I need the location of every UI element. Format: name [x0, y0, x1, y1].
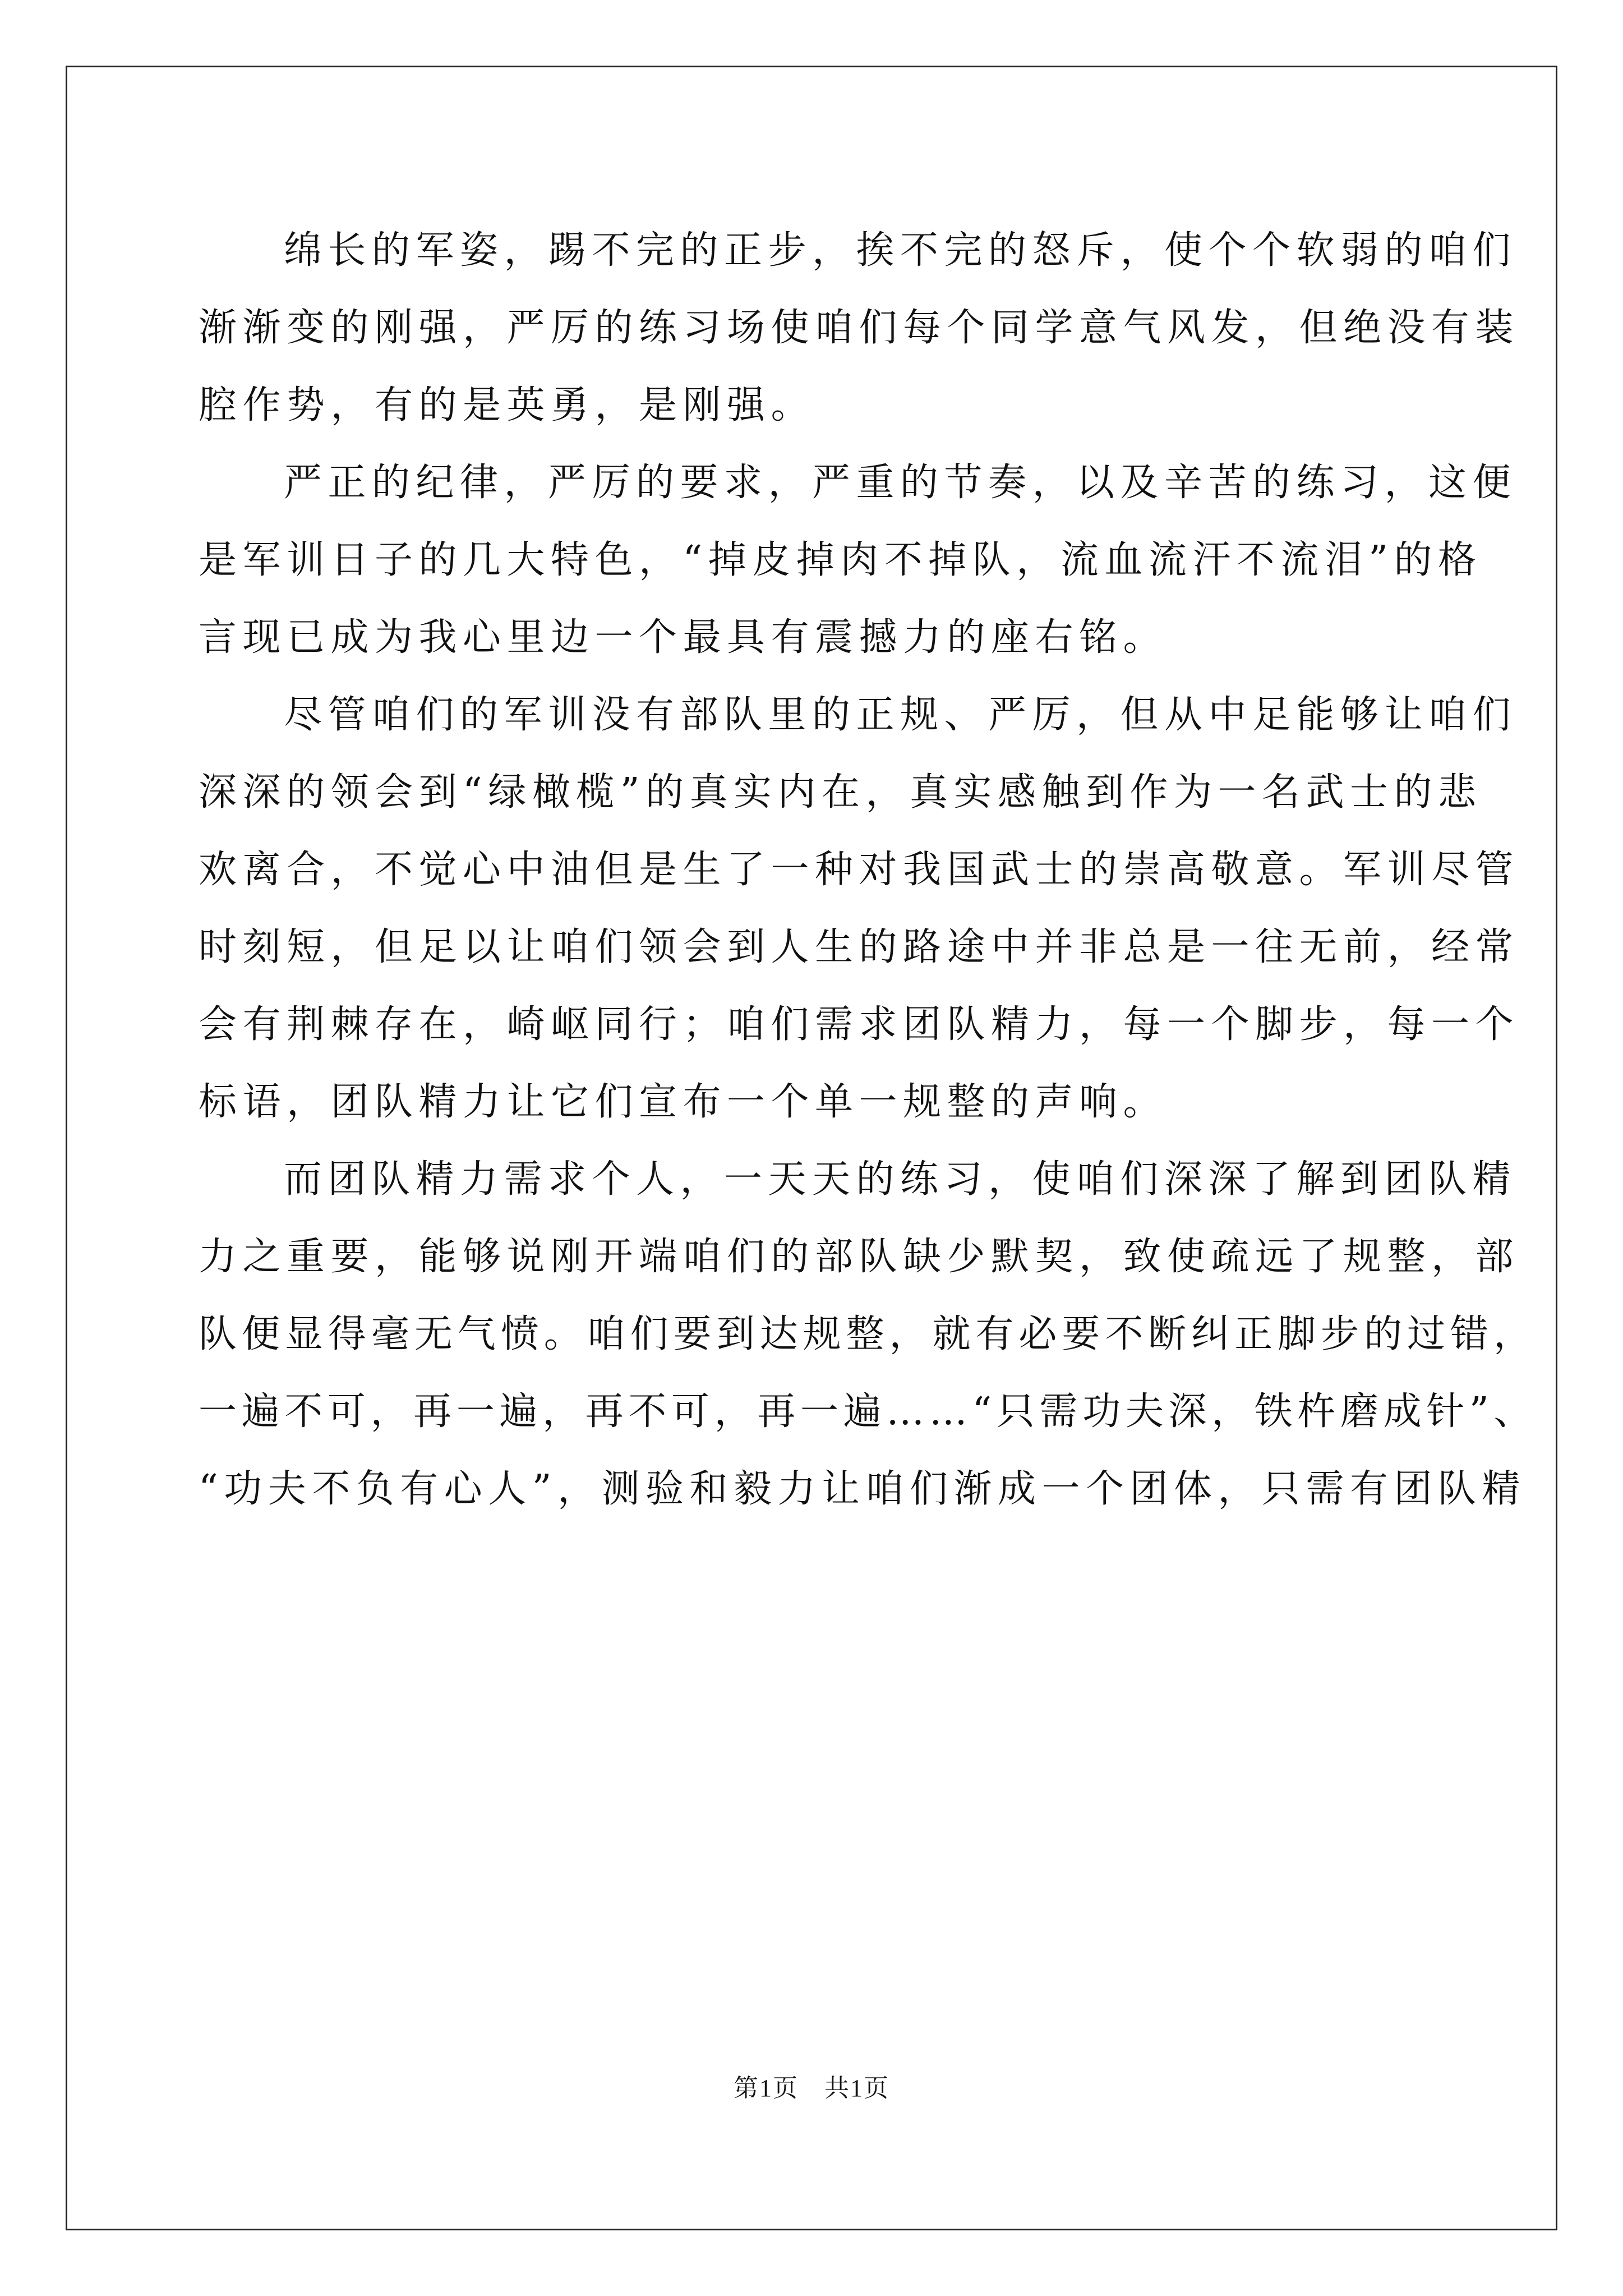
text-line: 欢离合，不觉心中油但是生了一种对我国武士的崇高敬意。军训尽管	[199, 848, 1520, 892]
text-line: 严正的纪律，严厉的要求，严重的节奏，以及辛苦的练习，这便	[284, 461, 1517, 505]
text-line: 队便显得毫无气愤。咱们要到达规整，就有必要不断纠正脚步的过错，	[199, 1312, 1537, 1356]
text-line: 是军训日子的几大特色，“掉皮掉肉不掉队，流血流汗不流泪”的格	[199, 538, 1482, 582]
text-line: 力之重要，能够说刚开端咱们的部队缺少默契，致使疏远了规整，部	[199, 1235, 1520, 1279]
text-line: 会有荆棘存在，崎岖同行；咱们需求团队精力，每一个脚步，每一个	[199, 1002, 1520, 1047]
text-line: 言现已成为我心里边一个最具有震撼力的座右铭。	[199, 615, 1168, 660]
text-line: 绵长的军姿，踢不完的正步，挨不完的怒斥，使个个软弱的咱们	[284, 228, 1517, 273]
text-line: 腔作势，有的是英勇，是刚强。	[199, 383, 815, 427]
text-line: 而团队精力需求个人，一天天的练习，使咱们深深了解到团队精	[284, 1157, 1517, 1202]
text-line: 一遍不可，再一遍，再不可，再一遍……“只需功夫深，铁杵磨成针”、	[199, 1389, 1537, 1434]
text-line: 渐渐变的刚强，严厉的练习场使咱们每个同学意气风发，但绝没有装	[199, 306, 1520, 350]
text-line: “功夫不负有心人”，测验和毅力让咱们渐成一个团体，只需有团队精	[199, 1467, 1527, 1511]
text-line: 时刻短，但足以让咱们领会到人生的路途中并非总是一往无前，经常	[199, 925, 1520, 969]
page-number-footer: 第1页 共1页	[734, 2074, 889, 2102]
text-line: 尽管咱们的军训没有部队里的正规、严厉，但从中足能够让咱们	[284, 693, 1517, 737]
text-line: 标语，团队精力让它们宣布一个单一规整的声响。	[199, 1080, 1168, 1124]
text-line: 深深的领会到“绿橄榄”的真实内在，真实感触到作为一名武士的悲	[199, 770, 1482, 815]
